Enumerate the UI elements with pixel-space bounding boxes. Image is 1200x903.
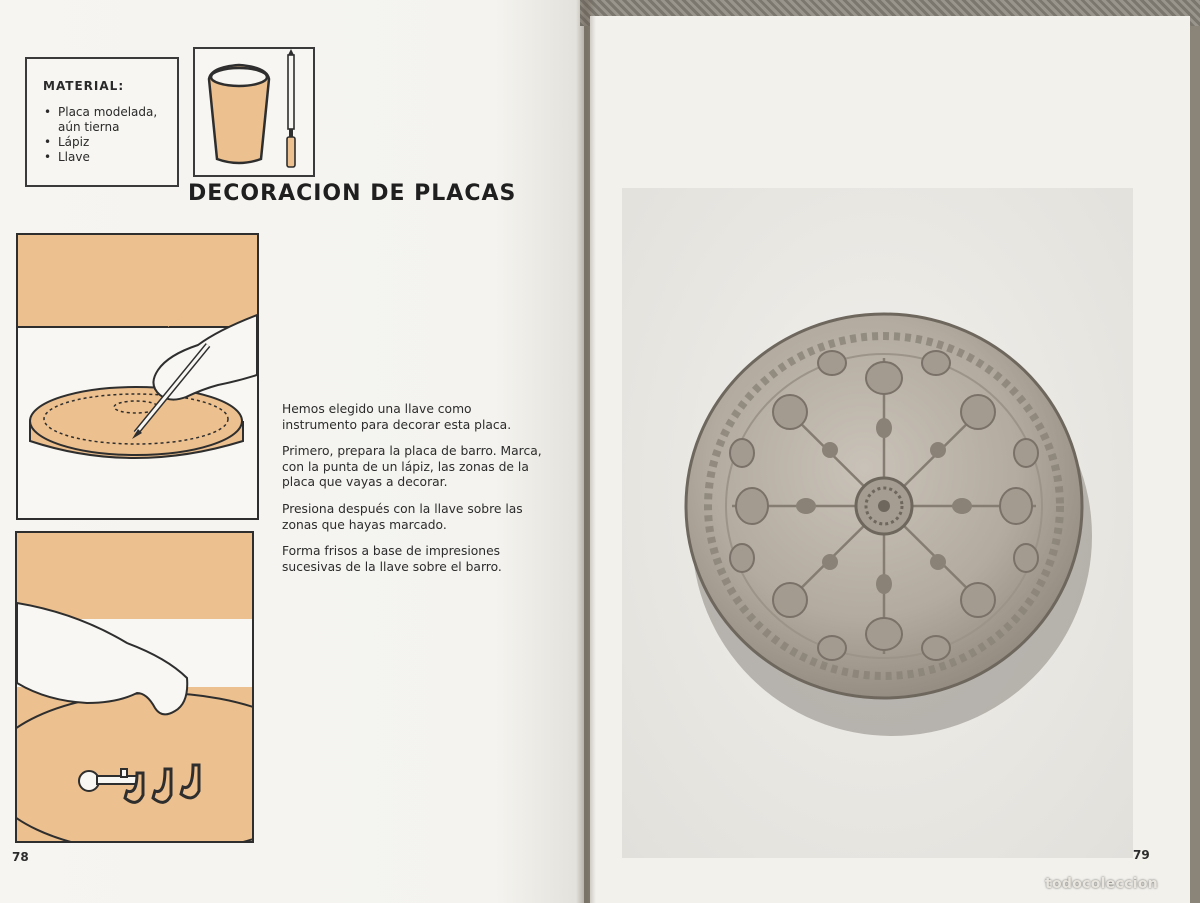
- bullet-icon: •: [44, 150, 52, 164]
- material-box: [25, 57, 179, 187]
- pencil-icon: [287, 49, 295, 167]
- tools-illustration: [193, 47, 315, 177]
- page-number-left: 78: [12, 850, 29, 864]
- material-item-label: Placa modelada, aún tierna: [58, 105, 158, 134]
- cup-icon: [195, 49, 313, 175]
- page-number-right: 79: [1133, 848, 1150, 862]
- paragraph: Primero, prepara la placa de barro. Marca, con la punta de un lápiz, las zonas de la placa que vayas a decorar.: [282, 444, 542, 490]
- bullet-icon: •: [44, 105, 52, 119]
- page-title: DECORACION DE PLACAS: [188, 181, 517, 206]
- bullet-icon: •: [44, 135, 52, 149]
- material-list: [44, 105, 183, 165]
- watermark-text: todocoleccion: [1045, 876, 1159, 892]
- material-item-label: Llave: [58, 150, 90, 164]
- material-item: [44, 105, 183, 135]
- paragraph: Hemos elegido una llave como instrumento para decorar esta placa.: [282, 402, 512, 432]
- hand-key-illustration: [15, 531, 254, 843]
- material-item-label: Lápiz: [58, 135, 90, 149]
- hand-pencil-illustration: [16, 233, 259, 520]
- paragraph: Forma frisos a base de impresiones sucesivas de la llave sobre el barro.: [282, 544, 502, 574]
- paragraph: Presiona después con la llave sobre las zonas que hayas marcado.: [282, 501, 523, 532]
- material-title: MATERIAL:: [43, 79, 125, 93]
- book-gutter: [576, 0, 596, 903]
- material-item: [44, 150, 183, 165]
- clay-plaque-photo: [622, 188, 1133, 858]
- material-item: [44, 135, 183, 150]
- instructions-text: [282, 402, 544, 586]
